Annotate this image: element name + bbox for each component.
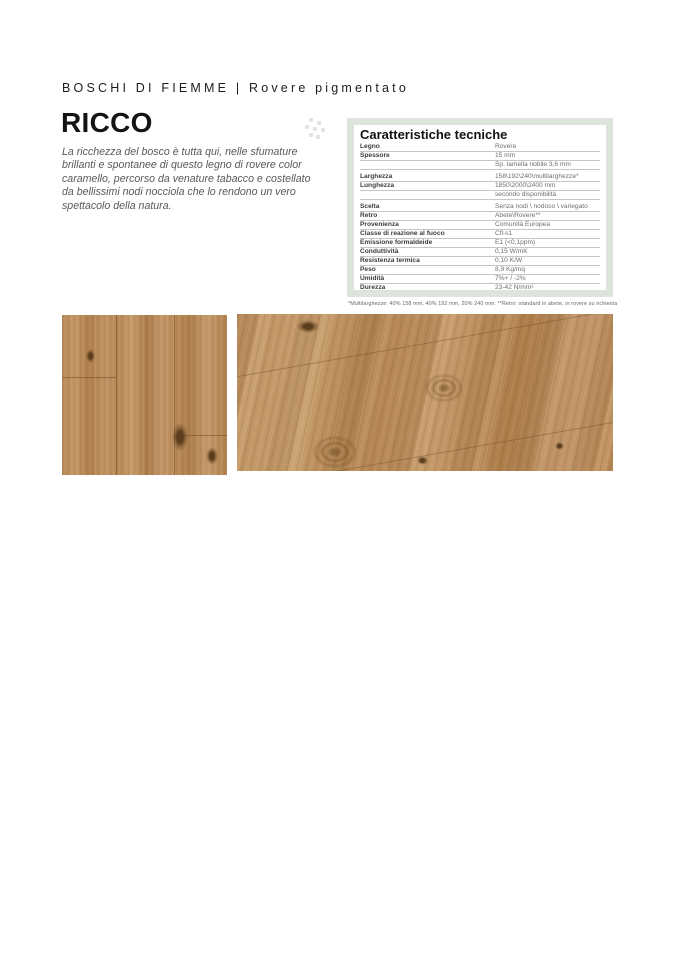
wood-knot xyxy=(555,442,564,450)
spec-label: Emissione formaldeide xyxy=(360,239,433,246)
spec-value: 0,10 K/W xyxy=(495,257,523,264)
specs-footnote: *Multilarghezze: 40% 158 mm, 40% 192 mm, 20% 240 mm. **Retro: standard in abete, in rovere su richiesta xyxy=(348,301,618,307)
spec-value: Senza nodi \ nodoso \ variegato xyxy=(495,203,588,210)
plank-joint xyxy=(62,377,116,378)
spec-label: Durezza xyxy=(360,284,386,290)
spec-label: Umidità xyxy=(360,275,385,282)
wood-knot xyxy=(417,456,428,465)
spec-value: 23-42 N/mm² xyxy=(495,284,534,290)
collection-header: BOSCHI DI FIEMME | Rovere pigmentato xyxy=(62,81,409,95)
spec-row xyxy=(360,275,600,284)
spec-label: Scelta xyxy=(360,203,380,210)
spec-row xyxy=(360,191,600,200)
spec-row xyxy=(360,266,600,275)
spec-label: Retro xyxy=(360,212,378,219)
page-title: RICCO xyxy=(61,107,153,138)
spec-value: 0,15 W/mK xyxy=(495,248,528,255)
dots-cluster-icon xyxy=(304,116,332,140)
spec-row xyxy=(360,212,600,221)
wood-knot xyxy=(313,436,357,468)
spec-row xyxy=(360,284,600,290)
spec-row xyxy=(360,239,600,248)
spec-row xyxy=(360,143,600,152)
spec-label: Conduttività xyxy=(360,248,399,255)
spec-row xyxy=(360,230,600,239)
spec-label: Peso xyxy=(360,266,376,273)
product-description: La ricchezza del bosco è tutta qui, nelle sfumature brillanti e spontanee di questo legno di rovere color caramello, percorso da venature tabacco e costellato da bellissimi nodi nocciola che lo rendono un vero spettacolo della natura. xyxy=(62,146,311,212)
spec-value: 1850\2000\2400 mm xyxy=(495,182,556,189)
spec-row xyxy=(360,257,600,266)
spec-row xyxy=(360,161,600,170)
spec-label: Legno xyxy=(360,143,380,150)
spec-value: Abete\Rovere** xyxy=(495,212,541,219)
spec-label: Provenienza xyxy=(360,221,399,228)
spec-label: Classe di reazione al fuoco xyxy=(360,230,445,237)
wood-knot xyxy=(206,447,218,465)
spec-value: secondo disponibilità xyxy=(495,191,557,198)
spec-row xyxy=(360,152,600,161)
wood-knot xyxy=(86,349,95,363)
spec-value: Cfl-s1 xyxy=(495,230,513,237)
spec-row xyxy=(360,248,600,257)
spec-row xyxy=(360,182,600,191)
wood-sample-image-top-view xyxy=(62,315,227,475)
wood-knot xyxy=(425,374,463,402)
wood-knot xyxy=(172,423,188,451)
specs-title: Caratteristiche tecniche xyxy=(360,127,508,142)
wood-knot xyxy=(297,320,319,333)
technical-specs-table xyxy=(354,125,606,290)
spec-value: 7%+ / -2% xyxy=(495,275,526,282)
plank-seam xyxy=(116,315,117,475)
spec-value: E1 (<0,1ppm) xyxy=(495,239,536,246)
spec-label: Spessore xyxy=(360,152,390,159)
spec-value: Comunità Europea xyxy=(495,221,550,228)
spec-row xyxy=(360,173,600,182)
spec-value: Sp. lamella nobile 3,6 mm xyxy=(495,161,571,168)
specs-rows xyxy=(360,143,600,290)
spec-label: Resistenza termica xyxy=(360,257,420,264)
spec-value: 158\192\240\multilarghezze* xyxy=(495,173,579,180)
spec-row xyxy=(360,221,600,230)
plank-seam xyxy=(174,315,175,475)
spec-value: 15 mm xyxy=(495,152,516,159)
technical-specs-card xyxy=(347,118,613,297)
wood-detail-image xyxy=(237,314,613,471)
spec-value: 8,9 Kg/mq xyxy=(495,266,526,273)
plank-joint xyxy=(237,314,613,379)
spec-label: Larghezza xyxy=(360,173,393,180)
spec-value: Rovere xyxy=(495,143,517,150)
spec-row xyxy=(360,203,600,212)
spec-label: Lunghezza xyxy=(360,182,395,189)
